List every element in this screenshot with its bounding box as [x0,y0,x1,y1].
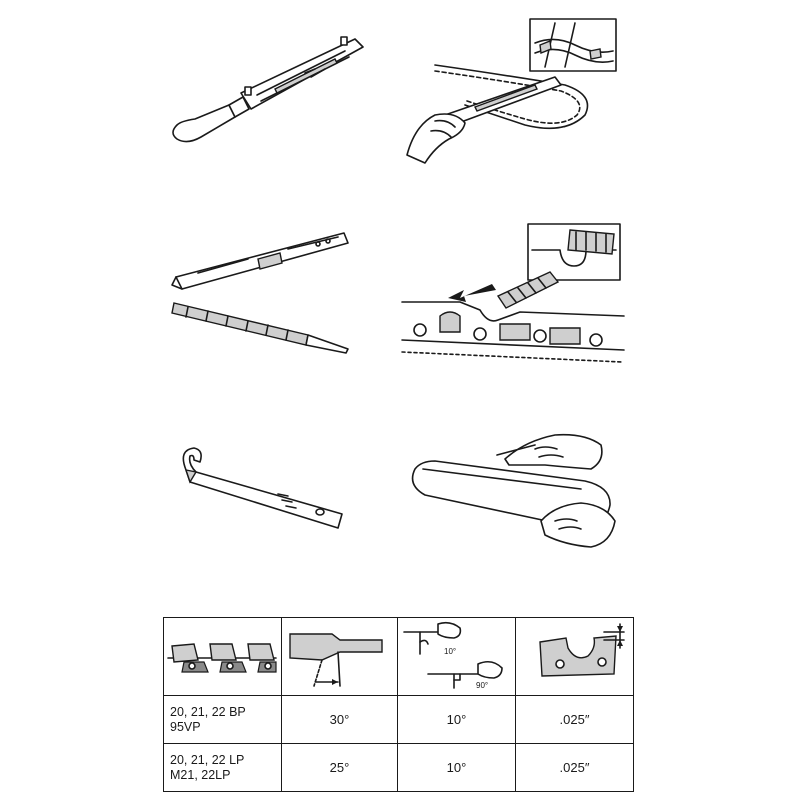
down-angle-header-cell [398,618,516,696]
chain-icon [164,618,281,695]
chain-header-cell [164,618,282,696]
chain-type-line: M21, 22LP [170,767,231,782]
top-plate-angle-header-cell [282,618,398,696]
top-plate-angle-value: 30° [282,696,398,744]
depth-gauge-value: .025″ [516,696,634,744]
file-angle-icon [398,618,515,695]
chain-type-line: 95VP [170,719,201,734]
file-guide-illustration [165,25,370,155]
file-angle-top-label: 10° [444,647,457,656]
table-row [164,744,634,792]
depth-gauge-header-cell [516,618,634,696]
depth-gauge-value: .025″ [516,744,634,792]
guide-bar-cleaning-illustration [405,425,620,555]
depth-gauge-and-file-illustration [168,225,358,360]
hook-tool-illustration [170,440,350,535]
file-angle-bottom-label: 90° [476,681,489,690]
table-header-row [164,618,634,696]
top-plate-angle-value: 25° [282,744,398,792]
down-angle-value: 10° [398,744,516,792]
chain-type-line: 20, 21, 22 BP [170,704,246,719]
chain-type-cell [164,744,282,792]
down-angle-value: 10° [398,696,516,744]
depth-setting-icon [516,618,633,695]
filing-depth-gauge-illustration [400,220,625,375]
depth-gauge-angle-icon [282,618,397,695]
chain-type-line: 20, 21, 22 LP [170,752,245,767]
file-guide-on-chain-illustration [405,15,620,165]
chain-type-cell [164,696,282,744]
table-row [164,696,634,744]
chain-spec-table [163,617,634,792]
